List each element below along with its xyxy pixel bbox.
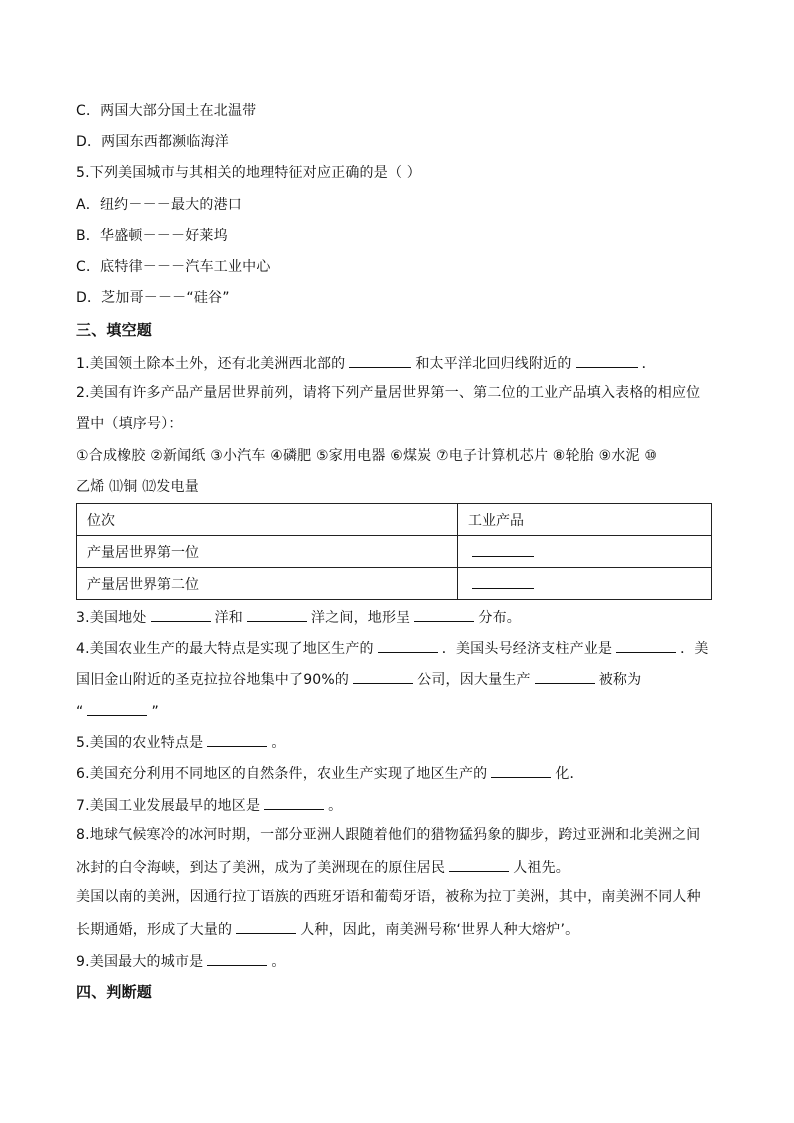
fill-question-2-line-2: 置中（填序号）： (76, 416, 183, 432)
header-product: 工业产品 (458, 504, 712, 536)
section-3-heading: 三、填空题 (76, 321, 153, 339)
q4-blank-4[interactable] (535, 668, 595, 684)
q7-blank[interactable] (264, 794, 324, 810)
q8-line4-text-a: 长期通婚，形成了大量的 (76, 922, 233, 938)
q3-blank-1[interactable] (151, 606, 211, 622)
q5-text-b: 。 (271, 735, 286, 751)
q9-text-b: 。 (271, 954, 286, 970)
q1-blank-1[interactable] (349, 352, 411, 368)
q4-blank-2[interactable] (616, 637, 676, 653)
row-first-answer[interactable] (458, 536, 712, 568)
q1-text-a: 1.美国领土除本土外，还有北美洲西北部的 (76, 356, 346, 372)
q4-text-c: ．美 (680, 641, 709, 657)
fill-question-4-line-3 (76, 700, 159, 722)
product-list-line-1: ①合成橡胶 ②新闻纸 ③小汽车 ④磷肥 ⑤家用电器 ⑥煤炭 ⑦电子计算机芯片 ⑧轮胎 ⑨水泥 ⑩ (76, 448, 658, 464)
fill-question-8-line-2 (76, 856, 570, 878)
question-5-option-c: C．底特律－－－汽车工业中心 (76, 259, 271, 275)
fill-question-8-line-3: 美国以南的美洲，因通行拉丁语族的西班牙语和葡萄牙语，被称为拉丁美洲，其中，南美洲不同人种 (76, 889, 701, 905)
q1-blank-2[interactable] (576, 352, 638, 368)
row-first-blank[interactable] (472, 542, 534, 557)
section-4-heading: 四、判断题 (76, 983, 153, 1001)
row-second-answer[interactable] (458, 568, 712, 600)
q6-text-b: 化． (555, 766, 584, 782)
fill-question-1 (76, 352, 656, 374)
fill-question-5 (76, 731, 286, 753)
option-c-previous: C．两国大部分国土在北温带 (76, 103, 257, 119)
q3-text-a: 3.美国地处 (76, 610, 147, 626)
q3-blank-2[interactable] (247, 606, 307, 622)
q6-blank[interactable] (491, 762, 551, 778)
q3-text-d: 分布。 (478, 610, 521, 626)
q7-text-b: 。 (328, 798, 343, 814)
q4-text-a: 4.美国农业生产的最大特点是实现了地区生产的 (76, 641, 374, 657)
table-header-row (77, 504, 712, 536)
fill-question-4-line-1 (76, 637, 709, 659)
q5-text-a: 5.美国的农业特点是 (76, 735, 204, 751)
q1-text-b: 和太平洋北回归线附近的 (415, 356, 572, 372)
fill-question-8-line-1: 8.地球气候寒冷的冰河时期，一部分亚洲人跟随着他们的猎物猛犸象的脚步，跨过亚洲和北美洲之间 (76, 827, 701, 843)
fill-question-6 (76, 762, 584, 784)
question-5-option-b: B．华盛顿－－－好莱坞 (76, 228, 228, 244)
q4-quote-open: “ (76, 704, 84, 720)
q1-text-c: ． (641, 356, 656, 372)
q8-line2-text-b: 人祖先。 (513, 860, 571, 876)
fill-question-8-line-4 (76, 918, 579, 940)
fill-question-2-line-1: 2.美国有许多产品产量居世界前列，请将下列产量居世界第一、第二位的工业产品填入表格的相应位 (76, 385, 701, 401)
question-5-option-a: A．纽约－－－最大的港口 (76, 197, 242, 213)
q4-blank-3[interactable] (353, 668, 413, 684)
q4-line2-text-c: 被称为 (598, 672, 642, 688)
q8-line2-text-a: 冰封的白令海峡，到达了美洲，成为了美洲现在的原住居民 (76, 860, 446, 876)
q3-blank-3[interactable] (414, 606, 474, 622)
q8-blank-2[interactable] (236, 918, 296, 934)
row-first-label: 产量居世界第一位 (77, 536, 458, 568)
row-second-label: 产量居世界第二位 (77, 568, 458, 600)
question-5-stem: 5.下列美国城市与其相关的地理特征对应正确的是（ ） (76, 165, 422, 181)
q8-blank-1[interactable] (449, 856, 509, 872)
question-5-option-d: D．芝加哥－－－“硅谷” (76, 290, 230, 306)
q8-line4-text-b: 人种，因此，南美洲号称‘世界人种大熔炉’。 (300, 922, 580, 938)
fill-question-7 (76, 794, 342, 816)
q4-line2-text-b: 公司，因大量生产 (417, 672, 531, 688)
table-row (77, 568, 712, 600)
q4-blank-5[interactable] (87, 700, 147, 716)
q6-text-a: 6.美国充分利用不同地区的自然条件，农业生产实现了地区生产的 (76, 766, 488, 782)
q3-text-b: 洋和 (214, 610, 243, 626)
q4-line2-text-a: 国旧金山附近的圣克拉拉谷地集中了90%的 (76, 672, 350, 688)
header-rank: 位次 (77, 504, 458, 536)
product-ranking-table (76, 503, 712, 600)
row-second-blank[interactable] (472, 574, 534, 589)
q9-text-a: 9.美国最大的城市是 (76, 954, 204, 970)
q4-blank-1[interactable] (378, 637, 438, 653)
table-row (77, 536, 712, 568)
product-list-line-2: 乙烯 ⑾铜 ⑿发电量 (76, 479, 199, 495)
q3-text-c: 洋之间，地形呈 (310, 610, 411, 626)
q4-quote-close: ” (151, 704, 159, 720)
q7-text-a: 7.美国工业发展最早的地区是 (76, 798, 261, 814)
q9-blank[interactable] (207, 950, 267, 966)
fill-question-3 (76, 606, 521, 628)
fill-question-9 (76, 950, 286, 972)
q4-text-b: ．美国头号经济支柱产业是 (441, 641, 613, 657)
fill-question-4-line-2 (76, 668, 641, 690)
q5-blank[interactable] (207, 731, 267, 747)
option-d-previous: D．两国东西都濒临海洋 (76, 134, 229, 150)
